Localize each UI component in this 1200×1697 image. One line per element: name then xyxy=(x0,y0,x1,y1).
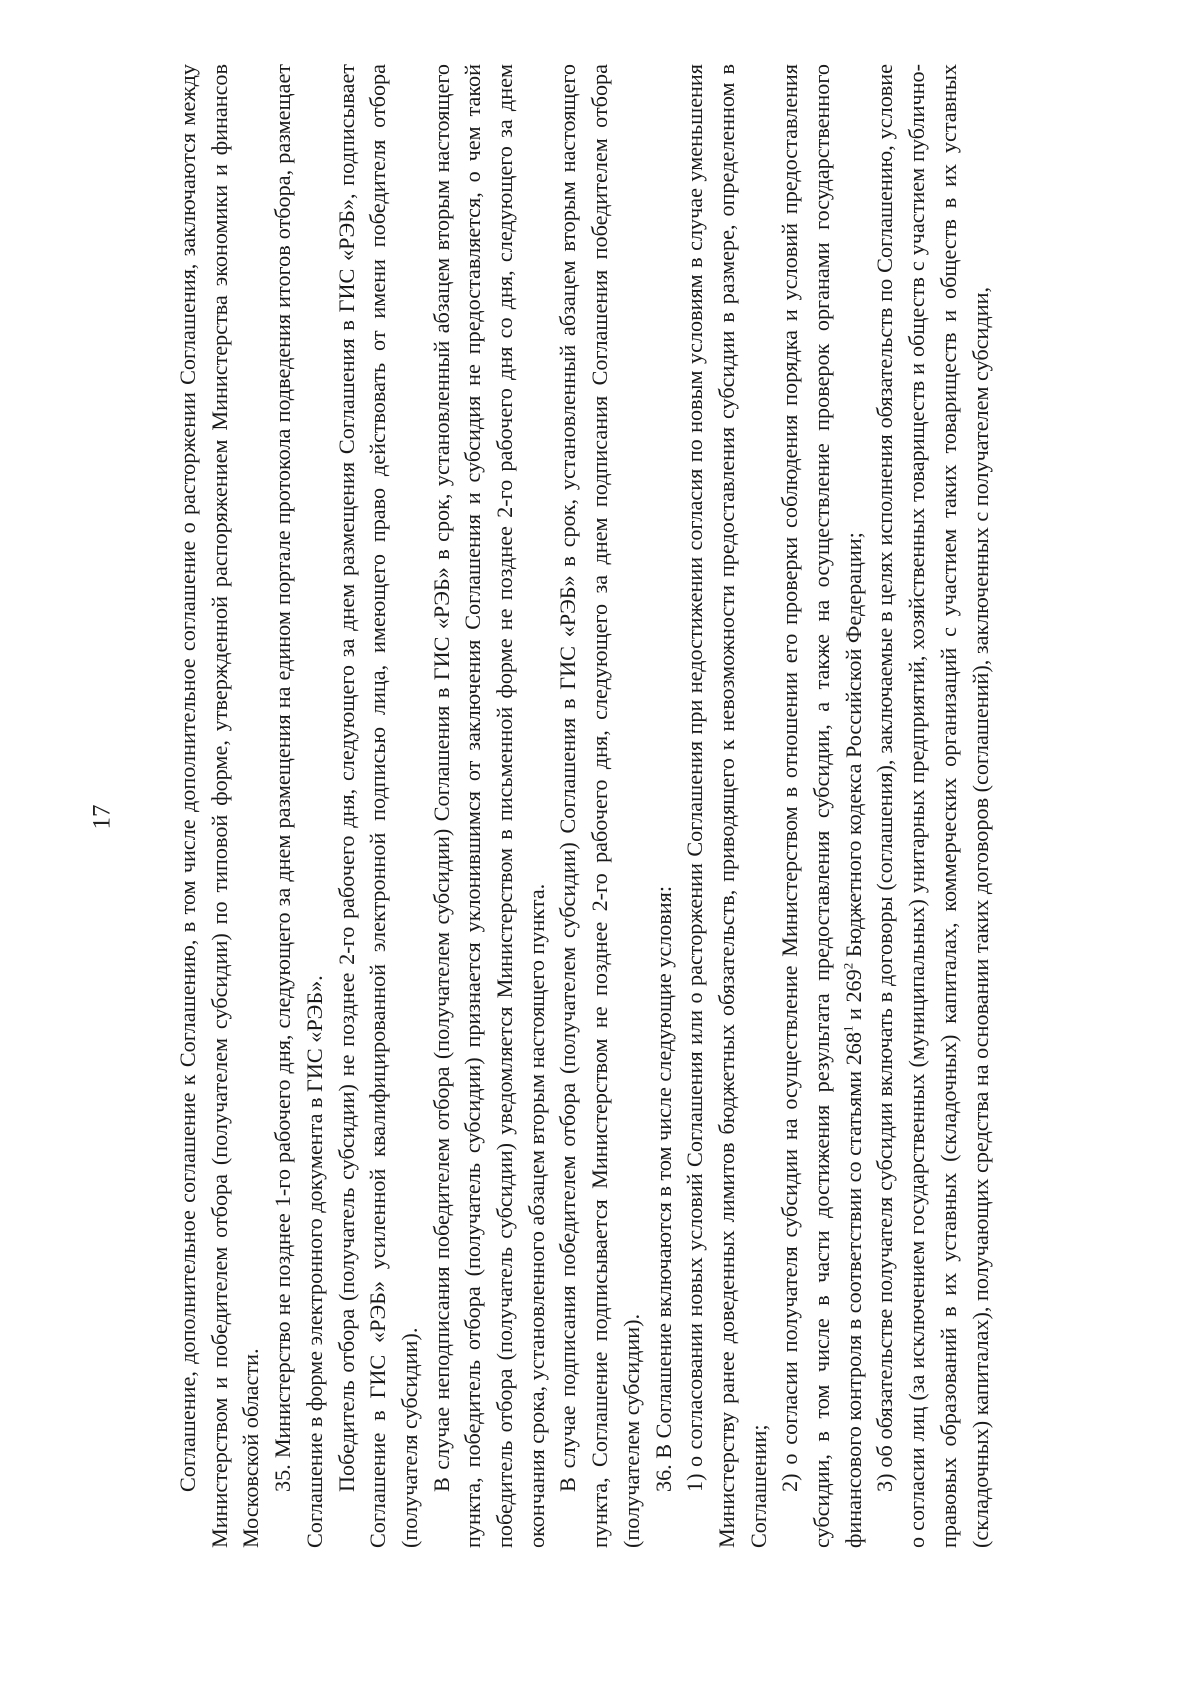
paragraph: 3) об обязательстве получателя субсидии включать в договоры (соглашения), заключаемые в целях исполнения обязательств по Соглашению, условие о согласии лиц (за исключением государственных (муниципальных) унитарных предприятий, хозяйственных товариществ и обществ с участием публично-правовых образований в их уставных (складочных) капиталах, коммерческих организаций с участием таких товариществ и обществ в их уставных (складочных) капиталах), получающих средства на основании таких договоров (соглашений), заключенных с получателем субсидии, xyxy=(872,64,993,1548)
paragraph-text: 2) о согласии получателя субсидии на осуществление Министерством в отношении его проверки соблюдения порядка и условий предоставления субсидии, в том числе в части достижения результата предоставления субсидии, а также на осуществление проверок органами государственного финансового контроля в соответствии со статьями 268 xyxy=(777,64,866,1548)
text-block xyxy=(172,64,996,1548)
paragraph: 36. В Соглашение включаются в том числе следующие условия: xyxy=(650,885,676,1492)
paragraph-text: и 269 xyxy=(840,969,866,1026)
paragraph xyxy=(774,64,869,1548)
superscript: 2 xyxy=(840,962,856,970)
page-number: 17 xyxy=(88,804,116,830)
paragraph: В случае неподписания победителем отбора (получателем субсидии) Соглашения в ГИС «РЭБ» в срок, установленный абзацем вторым настоящего пункта, победитель отбора (получатель субсидии) признается уклонившимся от заключения Соглашения и субсидия не предоставляется, о чем такой победитель отбора (получатель субсидии) уведомляется Министерством в письменной форме не позднее 2-го рабочего дня со дня, следующего за днем окончания срока, установленного абзацем вторым настоящего пункта. xyxy=(428,64,549,1548)
superscript: 1 xyxy=(840,1025,856,1033)
paragraph: Победитель отбора (получатель субсидии) не позднее 2-го рабочего дня, следующего за днем размещения Соглашения в ГИС «РЭБ», подписывает Соглашение в ГИС «РЭБ» усиленной квалифицированной электронной подписью лица, имеющего право действовать от имени победителя отбора (получателя субсидии). xyxy=(333,64,422,1548)
document-body xyxy=(172,64,996,1548)
paragraph: В случае подписания победителем отбора (получателем субсидии) Соглашения в ГИС «РЭБ» в срок, установленный абзацем вторым настоящего пункта, Соглашение подписывается Министерством не позднее 2-го рабочего дня, следующего за днем подписания Соглашения победителем отбора (получателем субсидии). xyxy=(555,64,644,1548)
paragraph: 35. Министерство не позднее 1-го рабочего дня, следующего за днем размещения на едином портале протокола подведения итогов отбора, размещает Соглашение в форме электронного документа в ГИС «РЭБ». xyxy=(270,64,327,1548)
paragraph: 1) о согласовании новых условий Соглашения или о расторжении Соглашения при недостижении согласия по новым условиям в случае уменьшения Министерству ранее доведенных лимитов бюджетных обязательств, приводящего к невозможности предоставления субсидии в размере, определенном в Соглашении; xyxy=(682,64,771,1548)
paragraph: Соглашение, дополнительное соглашение к Соглашению, в том числе дополнительное соглашение о расторжении Соглашения, заключаются между Министерством и победителем отбора (получателем субсидии) по типовой форме, утвержденной распоряжением Министерства экономики и финансов Московской области. xyxy=(175,64,264,1548)
paragraph-text: Бюджетного кодекса Российской Федерации; xyxy=(840,532,866,963)
